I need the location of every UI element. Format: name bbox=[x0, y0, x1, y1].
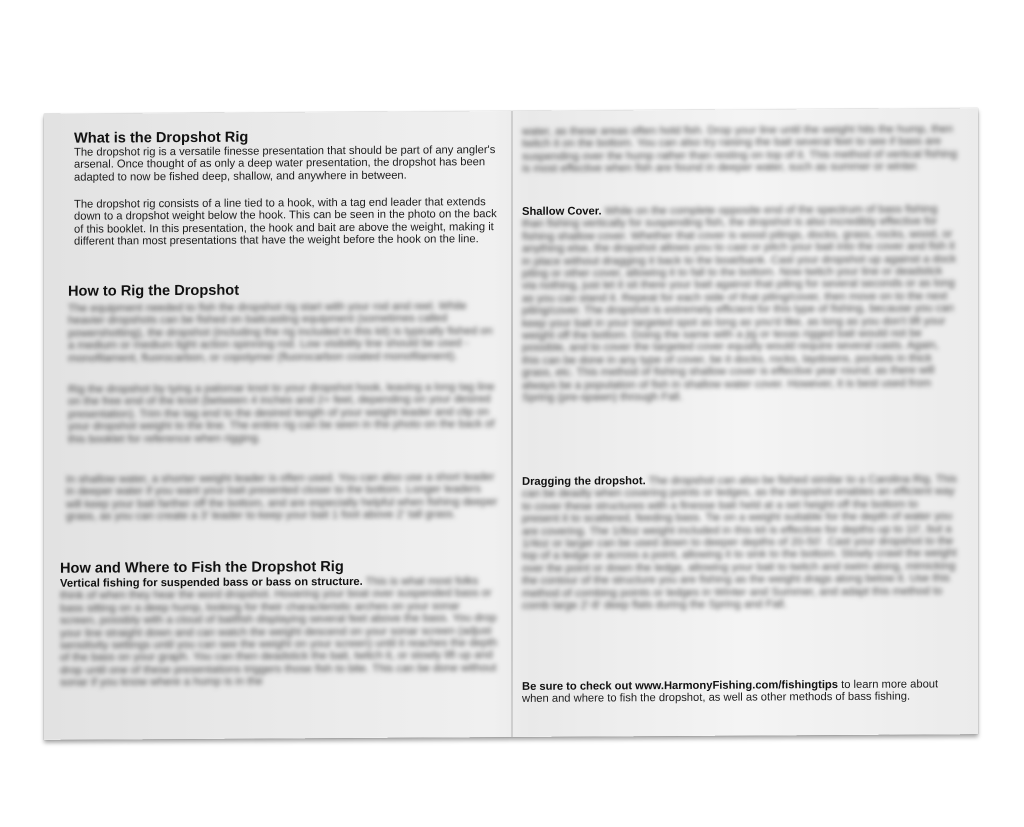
vertical-fishing-body: This is what most folks think of when they hear the word dropshot. Hovering your boat over suspended bass or bass sitting on a deep hump, looking for their characteristic arches on your sonar screen, possibly with a cloud of baitfish displaying several feet above the bass. You drop your line straight down and can watch the weight descend on your sonar screen (adjust sensitivity settings until you can see the weight on your screen) until it reaches the depth of the bass on your graph. You can then deadstick the bait, twitch it, or slowly lift up and drop until one of these presentations triggers those fish to bite. This can be done without sonar if you know where a hump is in the bbox=[60, 575, 498, 690]
shallow-cover-body: While on the complete opposite end of the spectrum of bass fishing than fishing vertically for suspending fish, the dropshot is also incredibly effective for fishing shallow cover. Whether that cover is wood pilings, docks, grass, rocks, wood, or anything else, the dropshot allows you to cast or pitch your bait into the cover and fish it in place without dragging it back to the boat/bank. Cast your dropshot up against a dock piling or other cover, allowing it to fall to the bottom. Now twitch your line or deadstick via nothing, just let it sit there your bait against that piling for several seconds or as long as you can stand it. Repeat for each side of that piling/cover, then move on to the next piling/cover. The dropshot is extremely efficient for this type of fishing, because you can keep your bait in your targeted spot as long as you'd like, as long as you don't lift your weight off the bottom. Doing the same with a jig or texas rigged bait would not be possible, and to cover the targeted cover equally would require several casts. Again, this can be done in any type of cover, be it docks, rocks, laydowns, pockets in thick grass, etc. This method of fishing shallow cover is effective year round, as there will always be a population of fish in shallow water cover. However, it is best used from Spring (pre-spawn) through Fall. bbox=[522, 203, 957, 405]
booklet bbox=[44, 108, 978, 740]
shallow-cover-paragraph bbox=[522, 203, 958, 404]
leader-paragraph: In shallow water, a shorter weight leader is often used. You can also use a short leader in deeper water if you want your bait presented closer to the bottom. Longer leaders will keep your bait farther off the bottom, and are especially helpful when fishing deeper grass, as you can create a 3' leader to keep your bait 1 foot above 2' tall grass. bbox=[66, 471, 498, 523]
closing-text: to learn more about when and where to fish the dropshot, as well as other methods of bass fishing. bbox=[522, 678, 939, 706]
vertical-fishing-subheading: Vertical fishing for suspended bass or bass on structure. bbox=[60, 575, 363, 590]
vertical-fishing-continued: water, as these areas often hold fish. Drop your line until the weight hits the hump, then twitch it on the bottom. You can also try raising the bait several feet to see if bass are suspending over the hump rather than resting on top of it. This method of vertical fishing is most effective when fish are found in deeper water, such as summer or winter. bbox=[522, 123, 958, 176]
closing-paragraph bbox=[522, 678, 958, 705]
dragging-heading: Dragging the dropshot. bbox=[522, 475, 646, 488]
booklet-fold bbox=[511, 111, 513, 737]
dragging-body: The dropshot can also be fished similar to a Carolina Rig. This can be deadly when covering points or ledges, as the dropshot enables an efficient way to cover these structures with a finesse bait held at a set height off the bottom to present it to scattered, feeding bass. Tie on a weight suitable for the depth of water you are covering. The 1/8oz weight included in this kit is effective for depths up to 10', but a 1/4oz or larger can be used down to deeper depths of 20-50'. Cast your dropshot to the top of a ledge or across a point, allowing it to sink to the bottom. Slowly crawl the weight over the point or down the ledge, allowing your bait to twitch and swim along, mimicking the contour of the structure you are fishing as the weight drags along below it. Use this method of combing points or ledges in Winter and Summer, and adapt this method to comb large 2'-8' deep flats during the Spring and Fall. bbox=[522, 473, 957, 612]
vertical-fishing-paragraph bbox=[60, 575, 498, 689]
rig-description-paragraph: The dropshot rig consists of a line tied to a hook, with a tag end leader that extends down to a dropshot weight below the hook. This can be seen in the photo on the back of this booklet. In this presentation, the hook and bait are above the weight, making it different than most presentations that have the weight before the hook on the line. bbox=[74, 196, 497, 248]
rigging-paragraph: Rig the dropshot by tying a palomar knot to your dropshot hook, leaving a long tag line on the free end of the knot (between 4 inches and 2+ feet, depending on your desired presentation). Trim the tag end to the desired length of your weight leader and clip on your dropshot weight to the line. The entire rig can be seen in the photo on the back of this booklet for reference when rigging. bbox=[68, 381, 495, 446]
right-page bbox=[522, 108, 958, 706]
heading-how-to-rig: How to Rig the Dropshot bbox=[68, 282, 240, 300]
shallow-cover-heading: Shallow Cover. bbox=[522, 205, 602, 218]
intro-paragraph: The dropshot rig is a versatile finesse presentation that should be part of any angler's arsenal. Once thought of as only a deep water presentation, the dropshot has been adapted to now be fished deep, shallow, and anywhere in between. bbox=[74, 144, 496, 184]
heading-how-and-where: How and Where to Fish the Dropshot Rig bbox=[60, 559, 344, 577]
equipment-paragraph: The equipment needed to fish the dropshot rig start with your rod and reel. While heavier dropshots can be fished on baitcasting equipment (sometimes called powershotting), the dropshot (including the rig included in this kit) is typically fished on a medium or medium light action spinning rod. Low visibility line should be used - monofilament, fluorocarbon, or copolymer (fluorocarbon coated monofilament). bbox=[68, 300, 493, 365]
left-page bbox=[58, 111, 500, 690]
heading-what-is: What is the Dropshot Rig bbox=[74, 129, 249, 147]
website-callout: Be sure to check out www.HarmonyFishing.com/fishingtips bbox=[522, 679, 838, 693]
dragging-paragraph bbox=[522, 473, 958, 612]
